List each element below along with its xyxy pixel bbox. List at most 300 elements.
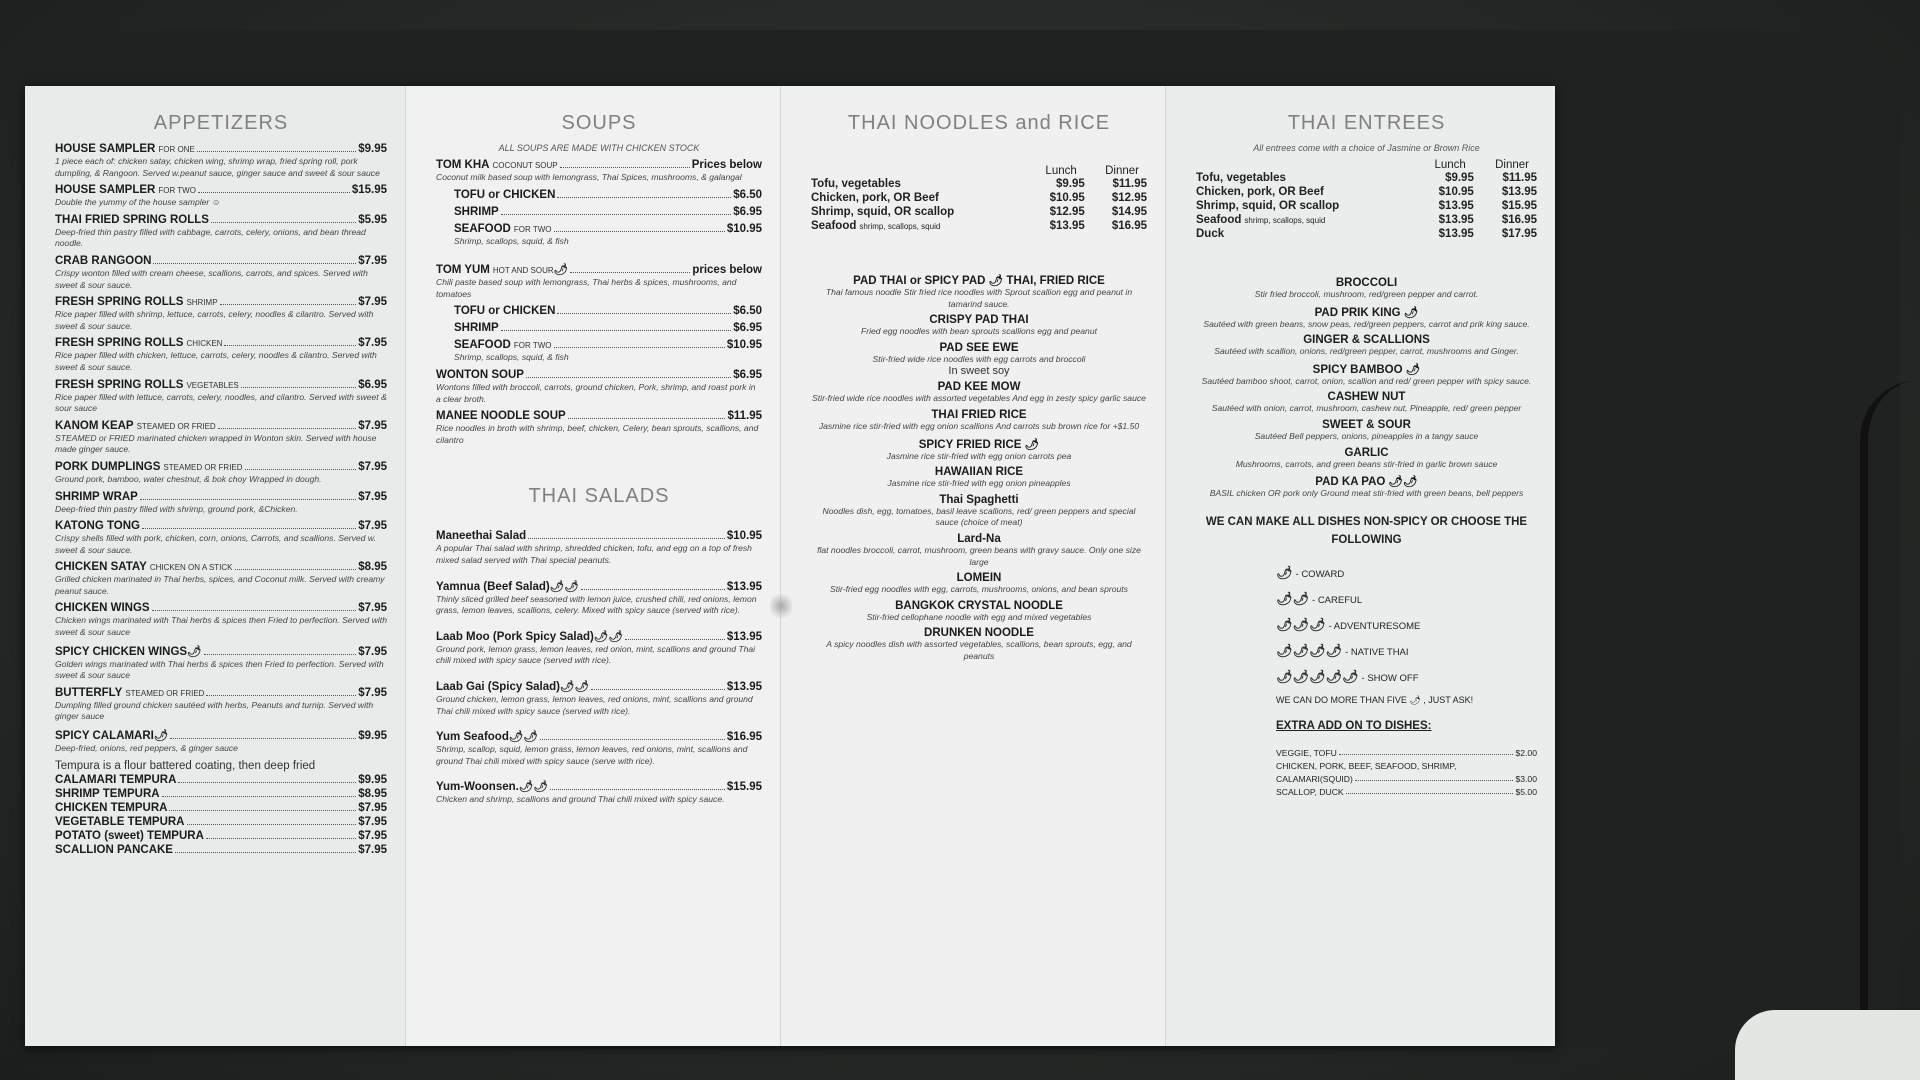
item-description: Double the yummy of the house sampler ☺ xyxy=(55,197,221,208)
menu-item-line xyxy=(55,788,387,800)
chili-icon: 🌶 xyxy=(553,264,569,277)
dish-name: DRUNKEN NOODLE xyxy=(924,627,1034,640)
extra-item-name: SCALLOP, DUCK xyxy=(1276,787,1344,798)
menu-item-line xyxy=(55,420,387,432)
item-name: WONTON SOUP xyxy=(436,368,524,381)
dish-description: Noodles dish, egg, tomatoes, basil leave scallions, red/ green peppers and special sauce (choice of meat) xyxy=(822,505,1136,528)
item-description: Grilled chicken marinated in Thai herbs, spices, and Coconut milk. Served with creamy peanut sauce. xyxy=(55,574,385,596)
item-name: THAI FRIED SPRING ROLLS xyxy=(55,213,209,226)
dot-leader xyxy=(241,387,356,388)
price-row-name xyxy=(1196,213,1412,227)
spice-level xyxy=(1276,617,1537,633)
item-description: Deep-fried thin pastry filled with shrimp, ground pork, &Chicken. xyxy=(55,503,298,514)
item-price: $7.95 xyxy=(358,254,387,267)
item-name: SPICY CHICKEN WINGS xyxy=(55,645,188,658)
extras-list xyxy=(1196,748,1537,797)
dot-leader xyxy=(591,689,725,690)
item-name: FRESH SPRING ROLLS xyxy=(55,296,184,309)
dot-leader xyxy=(204,654,357,655)
dot-leader xyxy=(206,695,356,696)
lunch-price: $13.95 xyxy=(1049,220,1085,232)
item-name: VEGETABLE TEMPURA xyxy=(55,815,185,828)
appetizer-list xyxy=(55,143,387,755)
dinner-price: $16.95 xyxy=(1111,220,1147,232)
menu-item-line xyxy=(436,410,762,422)
item-price: $15.95 xyxy=(351,184,387,197)
dinner-price: $13.95 xyxy=(1501,186,1537,198)
tempura-list xyxy=(55,774,387,856)
item-name: HOUSE SAMPLER xyxy=(55,184,156,197)
dish-description: BASIL chicken OR pork only Ground meat stir-fried with green beans, bell peppers xyxy=(1209,488,1524,499)
dish-description: Jasmine rice stir-fried with egg onion pineapples xyxy=(887,478,1071,489)
dish-description: Stir-fried wide rice noodles with assorted vegetables And egg in zesty spicy garlic sauce xyxy=(812,393,1146,404)
extra-item-name: CHICKEN, PORK, BEEF, SEAFOOD, SHRIMP, xyxy=(1276,761,1457,772)
item-name: SHRIMP TEMPURA xyxy=(55,787,160,800)
item-name: CALAMARI TEMPURA xyxy=(55,773,177,786)
menu-item xyxy=(55,461,387,486)
dish-description: flat noodles broccoli, carrot, mushroom, green beans with gravy sauce. Only one size large xyxy=(817,544,1141,567)
dish xyxy=(811,381,1147,405)
item-price: $7.95 xyxy=(358,337,387,350)
extras-title: EXTRA ADD ON TO DISHES: xyxy=(1276,720,1432,733)
spice-level xyxy=(1276,565,1537,581)
menu-item-line xyxy=(436,369,762,381)
appetizers-panel xyxy=(25,86,405,1046)
dish-name: Thai Spaghetti xyxy=(939,493,1019,506)
menu-item-line xyxy=(436,729,762,743)
extra-item-name: VEGGIE, TOFU xyxy=(1276,748,1337,759)
item-price: $13.95 xyxy=(726,580,762,593)
item-description: A popular Thai salad with shrimp, shredded chicken, tofu, and egg on a top of fresh mixed salad served with Thai special peanuts. xyxy=(436,543,752,565)
extra-item xyxy=(1276,761,1537,771)
dinner-price: $11.95 xyxy=(1502,172,1537,184)
dish-description: Jasmine rice stir-fried with egg onion scallions And carrots sub brown rice for +$1.50 xyxy=(818,420,1140,431)
dish xyxy=(811,314,1147,338)
menu-item-line xyxy=(436,679,762,693)
dinner-price: $11.95 xyxy=(1112,178,1147,190)
price-row-name xyxy=(1196,199,1412,213)
menu-item-line xyxy=(55,728,387,742)
dish-name: GARLIC xyxy=(1344,446,1389,459)
price-row xyxy=(1196,199,1537,213)
item-name: CHICKEN SATAY xyxy=(55,561,147,574)
item-name: MANEE NOODLE SOUP xyxy=(436,410,566,423)
menu-item-line xyxy=(454,189,762,201)
menu-item xyxy=(55,728,387,755)
item-name: SEAFOOD xyxy=(454,339,511,352)
dot-leader xyxy=(224,345,356,346)
dot-leader xyxy=(1339,748,1514,755)
dish-description: A spicy noodles dish with assorted vegetables, scallions, bean sprouts, egg, and peanuts xyxy=(826,639,1132,661)
menu-item xyxy=(55,830,387,842)
lunch-price: $10.95 xyxy=(1049,192,1085,204)
dish-description: Stir-fried egg noodles with egg, carrots, mushrooms, onions, and bean sprouts xyxy=(830,584,1128,595)
appetizers-title: APPETIZERS xyxy=(153,112,289,134)
menu-item xyxy=(436,262,762,300)
item-subtitle: CHICKEN ON A STICK xyxy=(149,563,233,573)
menu-item-line xyxy=(55,296,387,308)
menu-item xyxy=(436,530,762,566)
item-description: Coconut milk based soup with lemongrass, Thai Spices, mushrooms, & galangal xyxy=(436,172,742,182)
price-row xyxy=(1196,213,1537,227)
item-subtitle: VEGETABLES xyxy=(186,380,239,390)
lunch-price: $12.95 xyxy=(1049,206,1085,218)
dish xyxy=(1196,391,1537,415)
dish-name: BANGKOK CRYSTAL NOODLE xyxy=(895,599,1063,612)
menu-item xyxy=(436,679,762,717)
item-price: $7.95 xyxy=(358,801,387,814)
price-row xyxy=(811,205,1147,219)
menu-item-line xyxy=(55,561,387,573)
item-price: $10.95 xyxy=(726,530,762,543)
menu-item-line xyxy=(436,159,762,171)
entrees-title: THAI ENTREES xyxy=(1287,112,1446,134)
dot-leader xyxy=(175,852,356,853)
item-price: $6.50 xyxy=(733,305,762,318)
item-description: Deep-fried thin pastry filled with cabbage, carrots, celery, onions, and bean thread noodle. xyxy=(55,226,366,249)
item-description: Ground chicken, lemon grass, lemon leaves, red onions, mint, scallions and ground Thai chili mixed with spicy sauce (served with rice). xyxy=(436,693,753,716)
item-name: TOM YUM xyxy=(436,264,490,277)
menu-item-line xyxy=(436,629,762,643)
menu-item-line xyxy=(55,687,387,699)
item-name: TOFU or CHICKEN xyxy=(454,305,556,318)
dot-leader xyxy=(560,167,690,168)
spice-level xyxy=(1276,591,1537,607)
tempura-note: Tempura is a flour battered coating, then deep fried xyxy=(55,759,316,772)
dish-name: PAD KEE MOW xyxy=(937,381,1021,394)
menu-item-line xyxy=(436,262,762,276)
dish xyxy=(811,494,1147,529)
menu-item-line xyxy=(55,830,387,842)
dish-note: In sweet soy xyxy=(948,365,1010,378)
spice-level-label: - SHOW OFF xyxy=(1361,673,1419,685)
item-price: $6.50 xyxy=(733,188,762,201)
soups-note: ALL SOUPS ARE MADE WITH CHICKEN STOCK xyxy=(498,143,700,153)
dot-leader xyxy=(197,151,356,152)
spice-level-label: - NATIVE THAI xyxy=(1345,647,1409,659)
dot-leader xyxy=(554,231,725,232)
cable xyxy=(1860,380,1920,1020)
item-price: $7.95 xyxy=(358,686,387,699)
chili-icon: 🌶🌶🌶 xyxy=(1276,617,1326,633)
item-price: $7.95 xyxy=(358,490,387,503)
item-name: CHICKEN WINGS xyxy=(55,602,150,615)
menu-item xyxy=(55,687,387,723)
item-price: prices below xyxy=(692,264,762,277)
menu-item xyxy=(55,214,387,250)
dinner-price: $14.95 xyxy=(1111,206,1147,218)
item-price: $6.95 xyxy=(358,378,387,391)
item-price: $7.95 xyxy=(358,520,387,533)
menu-item-line xyxy=(55,461,387,473)
item-name: HOUSE SAMPLER xyxy=(55,143,156,155)
item-price: $7.95 xyxy=(358,645,387,658)
chili-icon: 🌶🌶 xyxy=(508,731,539,744)
chili-icon: 🌶🌶🌶🌶 xyxy=(1276,643,1343,659)
entree-price-table xyxy=(1196,159,1537,241)
menu-item xyxy=(436,189,762,201)
dish xyxy=(811,627,1147,662)
item-price: $13.95 xyxy=(726,630,762,643)
price-row-name xyxy=(1196,227,1412,241)
item-description: Ground pork, bamboo, water chestnut, & bok choy Wrapped in dough. xyxy=(55,473,322,484)
chili-icon: 🌶🌶 xyxy=(518,781,549,794)
dot-leader xyxy=(540,739,725,740)
price-row-name xyxy=(811,191,1024,205)
dot-leader xyxy=(501,214,731,215)
price-item-name: Tofu, vegetables xyxy=(1196,172,1286,184)
dot-leader xyxy=(554,347,725,348)
chili-icon: 🌶🌶🌶🌶🌶 xyxy=(1276,669,1359,685)
menu-item-line xyxy=(454,339,762,351)
dot-leader xyxy=(220,304,357,305)
item-name: SHRIMP WRAP xyxy=(55,490,138,503)
item-subtitle: COCONUT SOUP xyxy=(492,161,558,170)
menu-item-line xyxy=(55,491,387,503)
menu-item xyxy=(436,305,762,317)
menu-sheet xyxy=(25,86,1555,1046)
white-glove xyxy=(1735,1010,1920,1080)
price-row-name xyxy=(811,205,1024,219)
dot-leader xyxy=(178,782,356,783)
item-name: FRESH SPRING ROLLS xyxy=(55,337,184,350)
extra-item xyxy=(1276,774,1537,784)
dish xyxy=(1196,419,1537,443)
extra-item-price: $5.00 xyxy=(1515,787,1537,798)
menu-item-line xyxy=(55,802,387,814)
item-subtitle: FOR TWO xyxy=(513,341,552,351)
extra-item xyxy=(1276,748,1537,758)
menu-item xyxy=(436,206,762,218)
item-price: $9.95 xyxy=(358,773,387,786)
dish-name: PAD PRIK KING 🌶 xyxy=(1314,306,1419,319)
menu-item-line xyxy=(55,379,387,391)
item-name: Maneethai Salad xyxy=(436,530,527,543)
dot-leader xyxy=(218,428,357,429)
dot-leader xyxy=(211,222,356,223)
menu-item xyxy=(55,644,387,682)
menu-item xyxy=(55,774,387,786)
item-price: $7.95 xyxy=(358,843,387,856)
dot-leader xyxy=(198,192,350,193)
item-price: $9.95 xyxy=(358,143,387,155)
dish-name: LOMEIN xyxy=(956,572,1002,585)
dot-leader xyxy=(528,538,725,539)
item-price: $13.95 xyxy=(726,680,762,693)
item-price: $7.95 xyxy=(358,815,387,828)
menu-item xyxy=(55,844,387,856)
dot-leader xyxy=(162,796,357,797)
soups-title: SOUPS xyxy=(561,112,637,134)
dish xyxy=(811,533,1147,568)
menu-item xyxy=(55,520,387,556)
dish-name: THAI FRIED RICE xyxy=(931,408,1027,421)
noodle-dinner-header: Dinner xyxy=(1105,165,1139,177)
item-name: SEAFOOD xyxy=(454,222,511,235)
menu-item-line xyxy=(454,206,762,218)
menu-item xyxy=(55,491,387,516)
dot-leader xyxy=(206,838,356,839)
item-description: Rice noodles in broth with shrimp, beef, chicken, Celery, bean sprouts, scallions, and cilantro xyxy=(436,423,759,445)
dinner-price: $17.95 xyxy=(1501,228,1537,240)
menu-item-line xyxy=(55,774,387,786)
item-description: Chicken and shrimp, scallions and ground Thai chili mixed with spicy sauce. xyxy=(436,794,725,805)
price-item-subtitle: shrimp, scallops, squid xyxy=(859,222,941,231)
dish-description: Mushrooms, carrots, and green beans stir-fried in garlic brown sauce xyxy=(1235,458,1498,469)
item-price: $10.95 xyxy=(726,222,762,235)
soups-panel xyxy=(405,86,780,1046)
dish xyxy=(811,342,1147,378)
item-price: $7.95 xyxy=(358,296,387,309)
chili-icon: 🌶🌶 xyxy=(549,580,579,593)
dot-leader xyxy=(570,272,690,273)
menu-item xyxy=(436,159,762,184)
dot-leader xyxy=(526,377,731,378)
menu-item-line xyxy=(454,223,762,235)
dish-description: Sautéed with green beans, snow peas, red/green peppers, carrot and prik king sauce. xyxy=(1203,318,1530,329)
extra-item-price: $3.00 xyxy=(1515,774,1537,785)
price-item-name: Duck xyxy=(1196,228,1225,240)
item-name: TOM KHA xyxy=(436,159,490,171)
entrees-panel xyxy=(1165,86,1555,1046)
item-name: TOFU or CHICKEN xyxy=(454,188,556,201)
spice-level xyxy=(1276,669,1537,685)
dish xyxy=(811,437,1147,463)
item-price: $8.95 xyxy=(358,561,387,574)
price-row xyxy=(1196,171,1537,185)
menu-item-line xyxy=(55,337,387,349)
item-description: Rice paper filled with lettuce, carrots, celery, noodles, and cilantro. Served with sweet & sour sauce xyxy=(55,391,387,414)
dot-leader xyxy=(625,639,725,640)
menu-item xyxy=(436,579,762,617)
dish-description: Stir-fried wide rice noodles with egg carrots and broccoli xyxy=(872,353,1086,364)
item-name: BUTTERFLY xyxy=(55,686,123,699)
item-description: Rice paper filled with chicken, lettuce, carrots, celery, noodles & cilantro. Served with sweet & sour sauce. xyxy=(55,350,377,372)
dot-leader xyxy=(245,469,357,470)
menu-item-line xyxy=(55,520,387,532)
more-than-five: WE CAN DO MORE THAN FIVE 🌶 , JUST ASK! xyxy=(1276,695,1474,706)
menu-item xyxy=(55,602,387,638)
chili-icon: 🌶 xyxy=(153,730,169,743)
noodles-title: THAI NOODLES and RICE xyxy=(847,112,1111,134)
extra-item xyxy=(1276,787,1537,797)
menu-item-line xyxy=(55,143,387,155)
dot-leader xyxy=(557,313,731,314)
dish-description: Thai famous noodle Stir fried rice noodles with Sprout scallion egg and peanut in tamarind sauce. xyxy=(825,287,1133,309)
dot-leader xyxy=(550,789,725,790)
item-price: $6.95 xyxy=(733,368,762,381)
price-row-name xyxy=(1196,185,1412,199)
extra-item-name: CALAMARI(SQUID) xyxy=(1276,774,1353,785)
item-description: Shrimp, scallop, squid, lemon grass, lemon leaves, red onions, mint, scallions and ground Thai chili mixed with spicy sauce (serve with rice). xyxy=(436,744,748,766)
menu-item xyxy=(436,629,762,667)
noodle-dish-list xyxy=(811,273,1147,663)
menu-item xyxy=(55,379,387,415)
lunch-price: $10.95 xyxy=(1438,186,1474,198)
menu-item xyxy=(55,802,387,814)
item-price: $5.95 xyxy=(358,213,387,226)
item-name: POTATO (sweet) TEMPURA xyxy=(55,829,204,842)
dish-name: SPICY BAMBOO 🌶 xyxy=(1312,363,1421,376)
spice-level xyxy=(1276,643,1537,659)
noodle-price-table xyxy=(811,165,1147,233)
item-price: $15.95 xyxy=(726,781,762,794)
menu-item-line xyxy=(436,779,762,793)
dish-name: PAD SEE EWE xyxy=(939,341,1019,354)
item-description: Golden wings marinated with Thai herbs & spices then Fried to perfection. Served with sweet & sour sauce xyxy=(55,658,384,681)
item-description: Wontons filled with broccoli, carrots, ground chicken, Pork, shrimp, and roast pork in a clear broth. xyxy=(436,381,756,404)
item-subtitle: HOT AND SOUR xyxy=(492,266,554,276)
price-item-name: Shrimp, squid, OR scallop xyxy=(811,206,955,218)
menu-item-line xyxy=(55,255,387,267)
item-description: Thinly sliced grilled beef seasoned with lemon juice, crushed chili, red onions, lemon grass, lemon leaves, scallions, celery. Mixed with spicy sauce (served with rice). xyxy=(436,593,757,616)
menu-item-line xyxy=(55,214,387,226)
dish-name: BROCCOLI xyxy=(1335,277,1398,289)
item-description: Crispy shells filled with pork, chicken, corn, onions, Carrots, and scallions. Served w. sweet & sour sauce. xyxy=(55,533,376,555)
item-name: SHRIMP xyxy=(454,205,499,218)
item-name: Yum-Woonsen. xyxy=(436,781,519,794)
dish xyxy=(1196,362,1537,388)
item-name: FRESH SPRING ROLLS xyxy=(55,378,184,391)
lunch-price: $13.95 xyxy=(1438,228,1474,240)
item-name: Laab Moo (Pork Spicy Salad) xyxy=(436,630,594,643)
price-row xyxy=(811,191,1147,205)
dot-leader xyxy=(152,610,357,611)
dish xyxy=(811,600,1147,624)
menu-item-line xyxy=(55,644,387,658)
item-subtitle: FOR TWO xyxy=(513,224,552,234)
dish-name: HAWAIIAN RICE xyxy=(934,466,1024,479)
item-description: STEAMED or FRIED marinated chicken wrapped in Wonton skin. Served with house made ginger sauce. xyxy=(55,432,377,455)
dinner-price: $16.95 xyxy=(1501,214,1537,226)
dish-name: CASHEW NUT xyxy=(1327,391,1406,404)
dish-name: CRISPY PAD THAI xyxy=(929,314,1029,327)
dish xyxy=(1196,305,1537,331)
dish-description: Jasmine rice stir-fried with egg onion carrots pea xyxy=(886,450,1072,461)
menu-item-line xyxy=(436,530,762,542)
item-subtitle: STEAMED OR FRIED xyxy=(163,462,243,472)
menu-item-line xyxy=(55,602,387,614)
item-name: SHRIMP xyxy=(454,322,499,335)
dish xyxy=(811,572,1147,596)
chili-icon: 🌶🌶 xyxy=(559,680,590,693)
item-name: Yamnua (Beef Salad) xyxy=(436,580,550,593)
dish-name: GINGER & SCALLIONS xyxy=(1303,334,1430,347)
noodle-lunch-header: Lunch xyxy=(1045,165,1077,177)
lunch-price: $13.95 xyxy=(1438,214,1474,226)
spice-level-list xyxy=(1196,565,1537,685)
price-item-name: Seafood xyxy=(811,220,857,232)
menu-item-line xyxy=(55,184,387,196)
entree-dinner-header: Dinner xyxy=(1495,159,1529,171)
chili-icon: 🌶 xyxy=(1276,565,1293,581)
item-subtitle: STEAMED OR FRIED xyxy=(125,688,205,698)
spice-level-label: - ADVENTURESOME xyxy=(1328,621,1421,633)
menu-item xyxy=(55,816,387,828)
menu-item xyxy=(436,729,762,767)
item-price: $7.95 xyxy=(358,829,387,842)
chili-icon: 🌶 xyxy=(187,645,202,658)
item-subtitle: FOR ONE xyxy=(158,145,195,154)
item-name: KANOM KEAP xyxy=(55,419,134,432)
item-price: $8.95 xyxy=(358,787,387,800)
item-price: $7.95 xyxy=(358,419,387,432)
menu-item xyxy=(55,184,387,209)
dot-leader xyxy=(568,418,726,419)
menu-item xyxy=(436,369,762,405)
item-description: 1 piece each of: chicken satay, chicken wing, shrimp wrap, fried spring roll, pork dumpling, & Rangoon. Served w.peanut sauce, ginger sauce and sweet & sour sauce xyxy=(55,156,380,178)
item-price: $6.95 xyxy=(733,322,762,335)
